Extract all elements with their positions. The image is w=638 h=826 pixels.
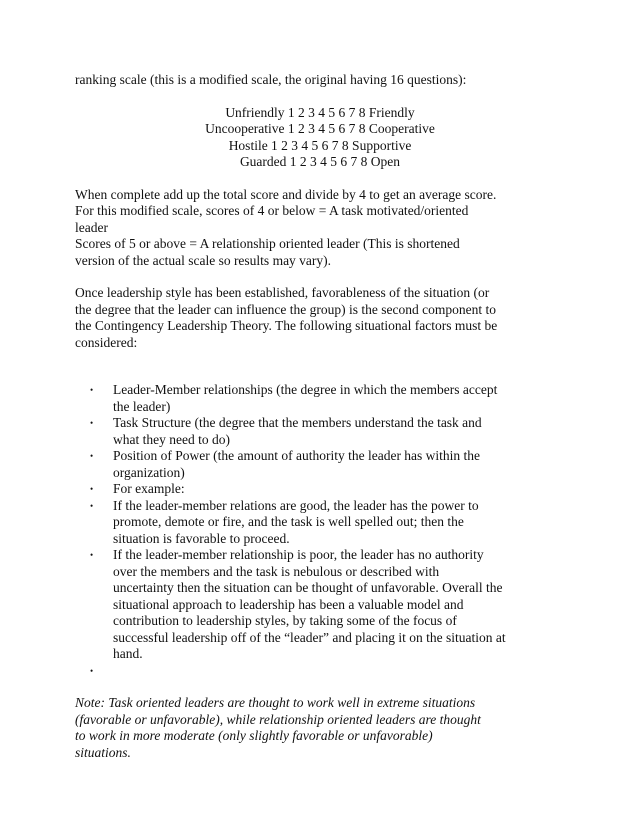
bullet-icon: •: [90, 484, 94, 494]
scale-item-supportive: Hostile 1 2 3 4 5 6 7 8 Supportive: [228, 137, 412, 153]
contingency-line: considered:: [75, 334, 138, 350]
rating-scale: [75, 105, 565, 171]
bullet-icon: •: [90, 451, 94, 461]
contingency-line: the Contingency Leadership Theory. The following situational factors must be: [75, 318, 498, 333]
list-item: [75, 448, 565, 481]
list-item: [75, 547, 565, 663]
list-item-line: hand.: [113, 646, 143, 661]
scoring-paragraph: [75, 187, 565, 270]
scale-item-friendly: Unfriendly 1 2 3 4 5 6 7 8 Friendly: [225, 104, 415, 120]
list-item-line: If the leader-member relations are good, the leader has the power to: [113, 497, 479, 513]
list-item-line: promote, demote or fire, and the task is well spelled out; then the: [113, 514, 464, 529]
list-item-line: what they need to do): [113, 431, 230, 447]
scale-item-cooperative: Uncooperative 1 2 3 4 5 6 7 8 Cooperative: [205, 121, 435, 136]
contingency-paragraph: [75, 285, 565, 351]
contingency-line: Once leadership style has been established, favorableness of the situation (or: [75, 285, 490, 300]
list-item-line: Leader-Member relationships (the degree in which the members accept: [113, 382, 498, 397]
list-item-line: [113, 663, 565, 680]
scale-item-open: Guarded 1 2 3 4 5 6 7 8 Open: [239, 154, 401, 169]
list-item: [75, 498, 565, 548]
list-item-line: situational approach to leadership has been a valuable model and: [113, 596, 464, 612]
list-item-line: For example:: [113, 481, 185, 496]
scoring-line: When complete add up the total score and divide by 4 to get an average score.: [75, 186, 497, 202]
scoring-line: version of the actual scale so results may vary).: [75, 252, 332, 268]
scoring-line: For this modified scale, scores of 4 or below = A task motivated/oriented: [75, 203, 469, 218]
list-item-line: If the leader-member relationship is poor, the leader has no authority: [113, 547, 484, 562]
intro-paragraph: ranking scale (this is a modified scale, the original having 16 questions):: [75, 72, 467, 87]
note-line: Note: Task oriented leaders are thought to work well in extreme situations: [75, 695, 476, 710]
note-line: to work in more moderate (only slightly favorable or unfavorable): [75, 728, 433, 743]
list-item-line: over the members and the task is nebulous or described with: [113, 563, 440, 579]
list-item-line: successful leadership off of the “leader” and placing it on the situation at: [113, 629, 506, 645]
list-item-line: organization): [113, 464, 185, 480]
document-page: [75, 72, 565, 761]
list-item-line: Position of Power (the amount of authority the leader has within the: [113, 448, 481, 463]
bullet-icon: •: [90, 550, 94, 560]
situational-factors-list: [75, 382, 565, 679]
note-paragraph: [75, 695, 565, 761]
scoring-line: Scores of 5 or above = A relationship oriented leader (This is shortened: [75, 236, 460, 251]
scoring-line: leader: [75, 219, 108, 235]
note-line: (favorable or unfavorable), while relationship oriented leaders are thought: [75, 711, 481, 727]
list-item: [75, 481, 565, 498]
bullet-icon: •: [90, 500, 94, 511]
list-item-line: situation is favorable to proceed.: [113, 530, 290, 546]
list-item-empty: [75, 663, 565, 680]
note-line: situations.: [75, 744, 131, 760]
list-item-line: the leader): [113, 398, 171, 414]
list-item-line: contribution to leadership styles, by taking some of the focus of: [113, 613, 457, 628]
list-item-line: uncertainty then the situation can be thought of unfavorable. Overall the: [113, 580, 503, 595]
bullet-icon: •: [90, 385, 94, 395]
bullet-icon: •: [90, 418, 94, 428]
contingency-line: the degree that the leader can influence the group) is the second component to: [75, 301, 496, 317]
list-item: [75, 382, 565, 415]
list-item: [75, 415, 565, 448]
list-item-line: Task Structure (the degree that the members understand the task and: [113, 415, 482, 430]
bullet-icon: •: [90, 665, 94, 676]
